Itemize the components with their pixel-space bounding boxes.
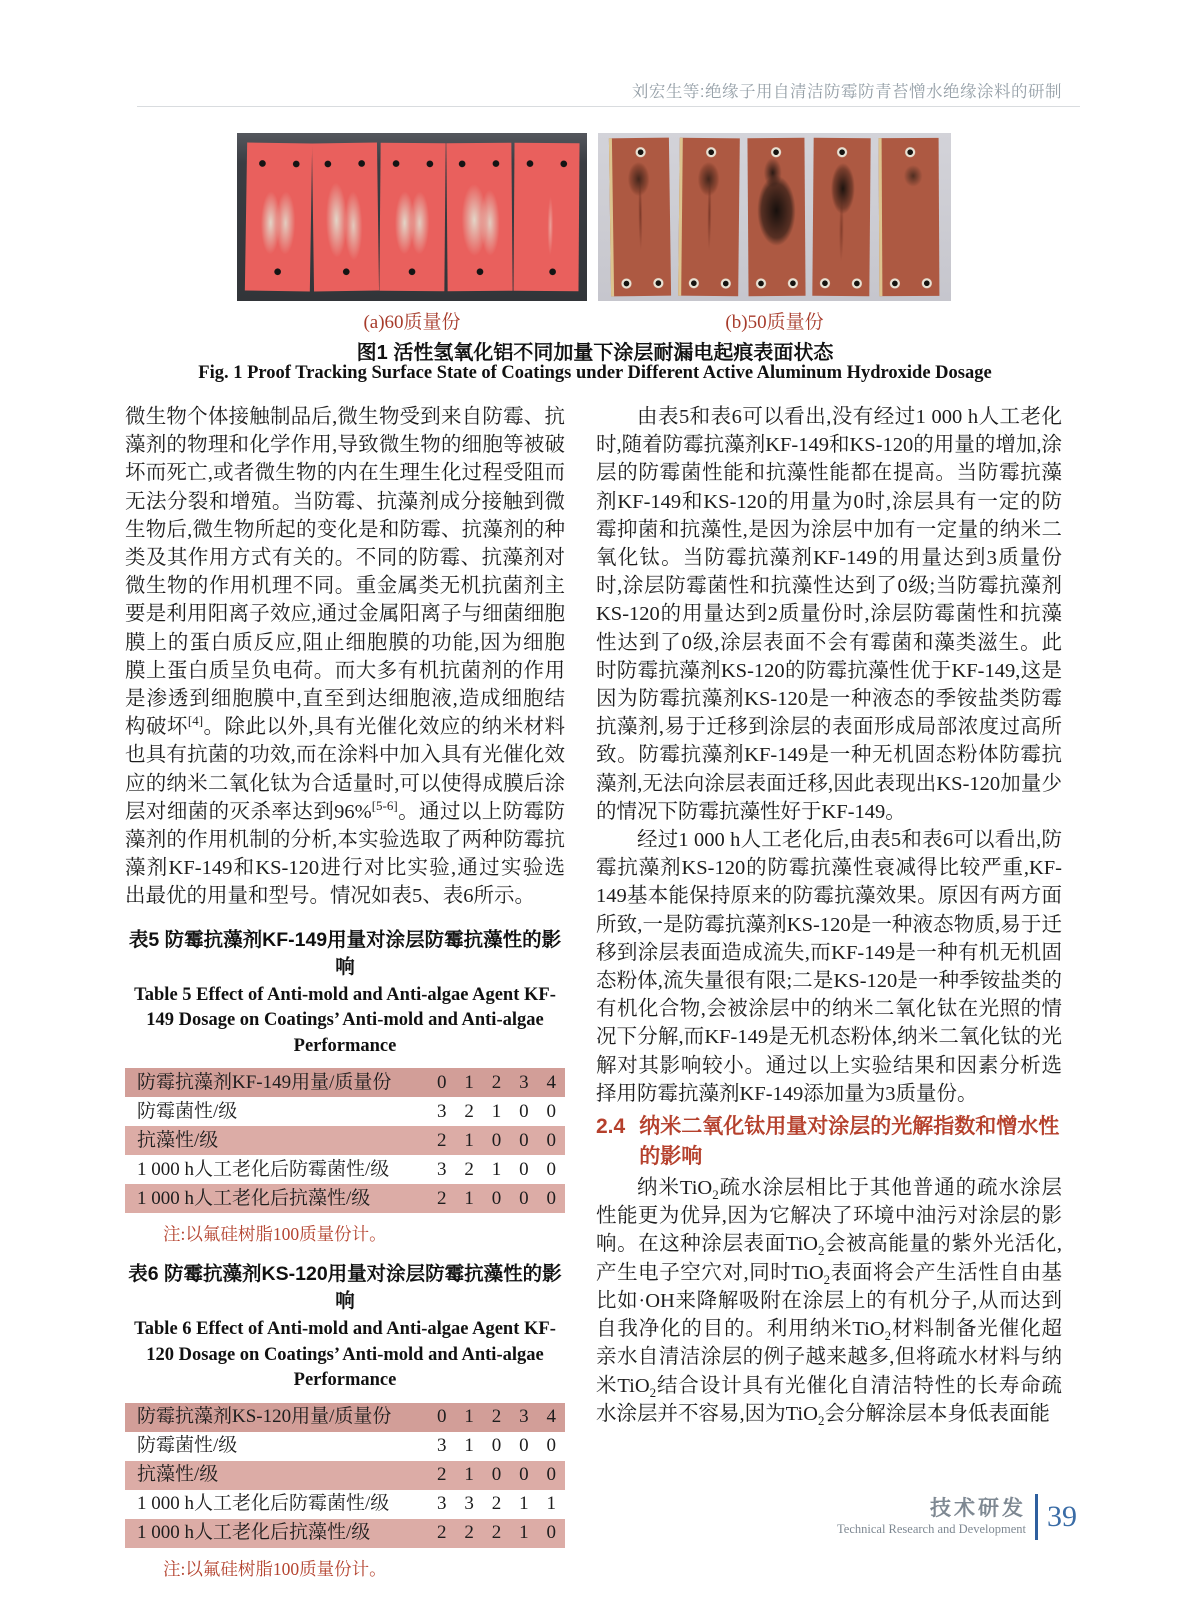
cell-value: 3 (436, 1435, 447, 1457)
footer-section (837, 1497, 1026, 1538)
cell-value: 2 (455, 1519, 482, 1548)
table6-caption-en: Table 6 Effect of Anti-mold and Anti-algae Agent KF-120 Dosage on Coatings’ Anti-mold and Anti-algae Performance (134, 1319, 556, 1391)
text-run: 会被高能量的紫外光活化,产生电子空穴对,同时TiO (596, 1233, 1063, 1284)
table6 (125, 1403, 565, 1548)
cell-value: 1 (546, 1493, 557, 1515)
table-row (125, 1155, 565, 1184)
table5-caption-en: Table 5 Effect of Anti-mold and Anti-algae Agent KF-149 Dosage on Coatings’ Anti-mold and Anti-algae Performance (134, 984, 556, 1056)
row-label: 抗藻性/级 (125, 1461, 428, 1490)
row-label: 防霉菌性/级 (137, 1100, 238, 1122)
sample-plate (513, 143, 579, 291)
cell-value: 1 (519, 1493, 529, 1515)
table-row (125, 1403, 565, 1432)
right-column (596, 403, 1062, 1428)
text-run: 纳米TiO (637, 1177, 713, 1200)
table-row (125, 1490, 565, 1519)
figure-caption-b: (b)50质量份 (725, 312, 824, 333)
sample-plate (446, 143, 512, 292)
sample-plate (311, 143, 378, 292)
body-paragraph: 由表5和表6可以看出,没有经过1 000 h人工老化时,随着防霉抗藻剂KF-149和KS-120的用量的增加,涂层的防霉菌性能和抗藻性能都在提高。当防霉抗藻剂KF-149和KS-120的用量为0时,涂层具有一定的防霉抑菌和抗藻性,是因为涂层中加有一定量的纳米二氧化钛。当防霉抗藻剂KF-149的用量达到3质量份时,涂层防霉菌性和抗藻性达到了0级;当防霉抗藻剂KS-120的用量达到2质量份时,涂层防霉菌性和抗藻性达到了0级,涂层表面不会有霉菌和藻类滋生。此时防霉抗藻剂KS-120的防霉抗藻性优于KF-149,这是因为防霉抗藻剂KS-120是一种液态的季铵盐类防霉抗藻剂,易于迁移到涂层的表面形成局部浓度过高所致。防霉抗藻剂KF-149是一种无机固态粉体防霉抗藻剂,无法向涂层表面迁移,因此表现出KS-120加量少的情况下防霉抗藻性好于KF-149。 (596, 406, 1062, 823)
cell-value: 2 (428, 1126, 455, 1155)
cell-value: 1 (455, 1461, 482, 1490)
cell-value: 2 (464, 1100, 474, 1122)
cell-value: 0 (546, 1158, 557, 1180)
cell-value: 0 (428, 1403, 455, 1432)
cell-value: 2 (428, 1519, 455, 1548)
cell-value: 3 (464, 1493, 474, 1515)
cell-value: 1 (455, 1068, 482, 1097)
figure-title-en: Fig. 1 Proof Tracking Surface State of Coatings under Different Active Aluminum Hydroxide Dosage (198, 363, 992, 383)
body-paragraph (596, 1174, 1062, 1428)
cell-value: 0 (510, 1126, 537, 1155)
table-row (125, 1184, 565, 1213)
cell-value: 4 (538, 1068, 565, 1097)
text-run-sub: 2 (884, 1328, 892, 1344)
cell-value: 0 (483, 1126, 510, 1155)
sample-plate (609, 138, 671, 297)
text-run: 结合设计具有光催化自清洁特性的长寿命疏水涂层并不容易,因为TiO (596, 1374, 1062, 1425)
figure-photo-b (598, 133, 951, 301)
cell-value: 0 (483, 1184, 510, 1213)
footer-divider (1035, 1494, 1038, 1540)
cell-value: 1 (455, 1184, 482, 1213)
page-number: 39 (1047, 1500, 1077, 1533)
sample-plate (244, 142, 311, 291)
text-run-sub: 2 (649, 1384, 657, 1400)
body-paragraph: 经过1 000 h人工老化后,由表5和表6可以看出,防霉抗藻剂KS-120的防霉抗藻性衰减得比较严重,KF-149基本能保持原来的防霉抗藻效果。原因有两方面所致,一是防霉抗藻剂KS-120是一种液态物质,易于迁移到涂层表面造成流失,而KF-149是一种有机无机固态粉体,流失量很有限;二是KS-120是一种季铵盐类的有机化合物,会被涂层中的纳米二氧化钛在光照的情况下分解,而KF-149是无机态粉体,纳米二氧化钛的光解对其影响较小。通过以上实验结果和因素分析选择用防霉抗藻剂KF-149添加量为3质量份。 (596, 829, 1062, 1105)
body-paragraph (125, 403, 565, 911)
header-rule (137, 106, 1080, 107)
footer-section-en: Technical Research and Development (837, 1521, 1026, 1536)
footer-section-zh: 技术研发 (930, 1496, 1026, 1520)
figure-photo-a (237, 133, 587, 301)
cell-value: 2 (483, 1519, 510, 1548)
table-row (125, 1126, 565, 1155)
cell-value: 2 (464, 1158, 474, 1180)
sample-plate (813, 138, 871, 296)
section-number: 2.4 (596, 1115, 626, 1139)
row-label: 1 000 h人工老化后抗藻性/级 (125, 1519, 428, 1548)
cell-value: 0 (491, 1435, 502, 1457)
table5-note: 注:以氟硅树脂100质量份计。 (163, 1224, 387, 1245)
text-run-sup: [4] (187, 713, 204, 729)
row-label: 抗藻性/级 (125, 1126, 428, 1155)
table-row (125, 1068, 565, 1097)
cell-value: 0 (538, 1519, 565, 1548)
cell-value: 3 (510, 1068, 537, 1097)
cell-value: 0 (546, 1100, 557, 1122)
text-run-sup: [5-6] (371, 798, 398, 814)
running-title: 刘宏生等:绝缘子用自清洁防霉防青苔憎水绝缘涂料的研制 (631, 83, 1062, 101)
text-run: 。除此以外,具有光催化效应的纳米材料也具有抗菌的功效,而在涂料中加入具有光催化效应的纳米二氧化钛为合适量时,可以使得成膜后涂层对细菌的灭杀率达到96% (125, 716, 566, 823)
cell-value: 1 (491, 1158, 502, 1180)
cell-value: 0 (538, 1461, 565, 1490)
cell-value: 0 (519, 1100, 529, 1122)
sample-plate (379, 143, 445, 292)
row-label: 1 000 h人工老化后抗藻性/级 (125, 1184, 428, 1213)
cell-value: 2 (428, 1184, 455, 1213)
cell-value: 0 (519, 1435, 529, 1457)
cell-value: 0 (519, 1158, 529, 1180)
text-run: 材料制备光催化超亲水自清洁涂层的例子越来越多,但将疏水材料与纳米TiO (596, 1318, 1062, 1397)
cell-value: 0 (483, 1461, 510, 1490)
table5-caption-zh: 表5 防霉抗藻剂KF-149用量对涂层防霉抗藻性的影响 (128, 928, 562, 978)
cell-value: 1 (464, 1435, 474, 1457)
section-heading-2-4 (596, 1112, 1062, 1172)
text-run: 会分解涂层本身低表面能 (824, 1402, 1050, 1425)
text-run: 。通过以上防霉防藻剂的作用机制的分析,本实验选取了两种防霉抗藻剂KF-149和KS-120进行对比实验,通过实验选出最优的用量和型号。情况如表5、表6所示。 (125, 800, 566, 908)
table-row (125, 1097, 565, 1126)
cell-value: 2 (483, 1068, 510, 1097)
section-title: 纳米二氧化钛用量对涂层的光解指数和憎水性的影响 (639, 1115, 1060, 1169)
text-run: 表面将会产生活性自由基比如·OH来降解吸附在涂层上的有机分子,从而达到自我净化的目的。利用纳米TiO (596, 1261, 1062, 1341)
table6-caption-zh: 表6 防霉抗藻剂KS-120用量对涂层防霉抗藻性的影响 (128, 1263, 562, 1313)
footer (837, 1494, 1077, 1540)
cell-value: 3 (436, 1493, 447, 1515)
cell-value: 2 (428, 1461, 455, 1490)
cell-value: 0 (428, 1068, 455, 1097)
cell-value: 0 (538, 1126, 565, 1155)
cell-value: 1 (491, 1100, 502, 1122)
sample-plate (747, 138, 805, 296)
sample-plate (879, 138, 940, 296)
cell-value: 0 (538, 1184, 565, 1213)
row-label: 1 000 h人工老化后防霉菌性/级 (137, 1493, 390, 1515)
table-row (125, 1519, 565, 1548)
text-run: 微生物个体接触制品后,微生物受到来自防霉、抗藻剂的物理和化学作用,导致微生物的细胞等被破坏而死亡,或者微生物的内在生理生化过程受阻而无法分裂和增殖。当防霉、抗藻剂成分接触到微生物后,微生物所起的变化是和防霉、抗藻剂的种类及其作用方式有关的。不同的防霉、抗藻剂对微生物的作用机理不同。重金属类无机抗菌剂主要是利用阳离子效应,通过金属阳离子与细菌细胞膜上的蛋白质反应,阻止细胞膜的功能,因为细胞膜上蛋白质呈负电荷。而大多有机抗菌剂的作用是渗透到细胞膜中,直至到达细胞液,造成细胞结构破坏 (125, 406, 565, 739)
table6-note: 注:以氟硅树脂100质量份计。 (163, 1558, 387, 1579)
table5 (125, 1068, 565, 1213)
text-run-sub: 2 (823, 1271, 831, 1287)
text-run-sub: 2 (712, 1187, 719, 1203)
row-label: 防霉菌性/级 (137, 1435, 238, 1457)
cell-value: 2 (491, 1493, 502, 1515)
cell-value: 1 (455, 1403, 482, 1432)
cell-value: 0 (510, 1461, 537, 1490)
left-column (125, 403, 565, 1580)
row-label: 防霉抗藻剂KF-149用量/质量份 (125, 1068, 428, 1097)
row-label: 防霉抗藻剂KS-120用量/质量份 (125, 1403, 428, 1432)
cell-value: 1 (455, 1126, 482, 1155)
figure-caption-a: (a)60质量份 (363, 312, 461, 333)
table-row (125, 1461, 565, 1490)
text-run-sub: 2 (817, 1412, 825, 1428)
text-run-sub: 2 (817, 1243, 825, 1259)
cell-value: 0 (546, 1435, 557, 1457)
sample-plate (678, 138, 740, 297)
text-run: 疏水涂层相比于其他普通的疏水涂层性能更为优异,因为它解决了环境中油污对涂层的影响。在这种涂层表面TiO (596, 1177, 1062, 1256)
cell-value: 0 (510, 1184, 537, 1213)
cell-value: 3 (436, 1100, 447, 1122)
figure-title-zh: 图1 活性氢氧化铝不同加量下涂层耐漏电起痕表面状态 (356, 342, 834, 364)
cell-value: 2 (483, 1403, 510, 1432)
cell-value: 3 (436, 1158, 447, 1180)
table-row (125, 1432, 565, 1461)
row-label: 1 000 h人工老化后防霉菌性/级 (137, 1158, 390, 1180)
cell-value: 3 (510, 1403, 537, 1432)
cell-value: 1 (510, 1519, 537, 1548)
cell-value: 4 (538, 1403, 565, 1432)
